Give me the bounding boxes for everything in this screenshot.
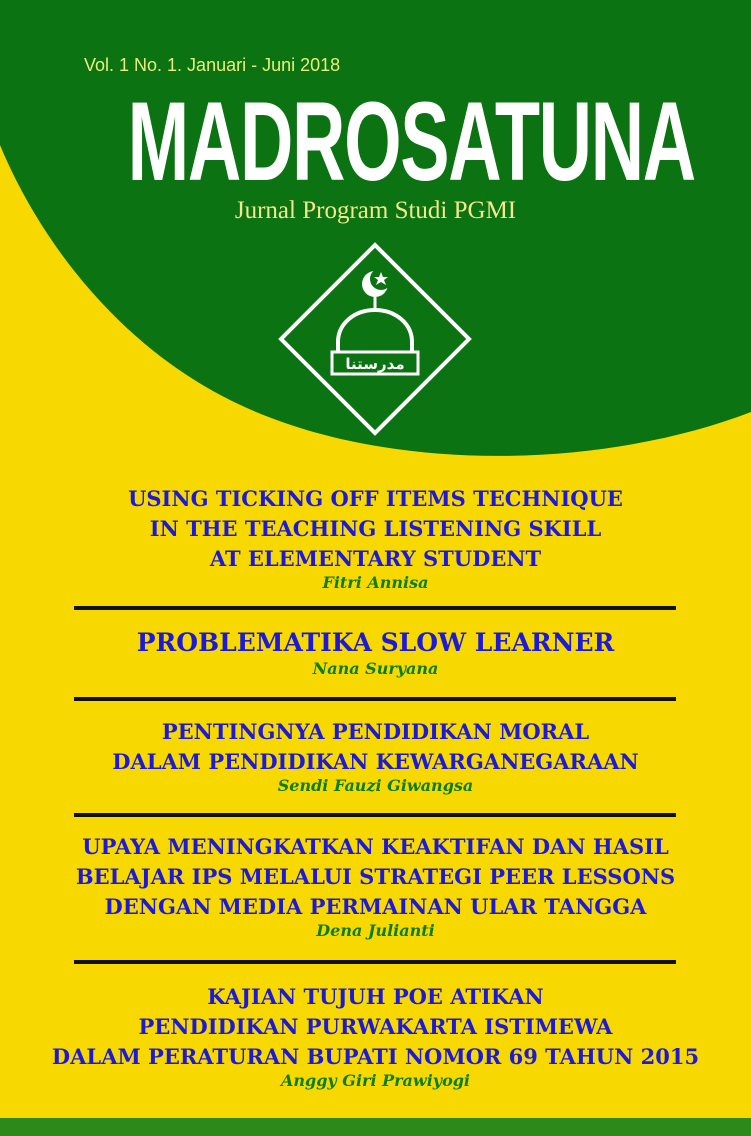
article-author: Fitri Annisa	[322, 573, 429, 592]
article-title-line: DALAM PERATURAN BUPATI NOMOR 69 TAHUN 2015	[51, 1044, 700, 1069]
article-1	[40, 484, 711, 592]
article-5	[40, 982, 711, 1090]
dome-icon	[338, 310, 412, 352]
article-title-line: AT ELEMENTARY STUDENT	[209, 546, 542, 571]
article-4	[40, 832, 711, 940]
divider	[74, 960, 676, 964]
journal-subtitle: Jurnal Program Studi PGMI	[234, 197, 517, 224]
article-title-line: DALAM PENDIDIKAN KEWARGANEGARAAN	[112, 749, 639, 774]
article-2	[40, 626, 711, 678]
madrasah-logo	[278, 242, 472, 436]
article-title-line: USING TICKING OFF ITEMS TECHNIQUE	[128, 486, 623, 511]
article-author: Dena Julianti	[316, 921, 435, 940]
article-title-line: UPAYA MENINGKATKAN KEAKTIFAN DAN HASIL	[82, 834, 669, 859]
divider	[74, 697, 676, 701]
article-title-line: PROBLEMATIKA SLOW LEARNER	[136, 628, 615, 657]
article-title-line: KAJIAN TUJUH POE ATIKAN	[207, 984, 544, 1009]
article-title-line: PENTINGNYA PENDIDIKAN MORAL	[161, 719, 590, 744]
divider	[74, 606, 676, 610]
article-author: Sendi Fauzi Giwangsa	[277, 776, 474, 795]
volume-info: Vol. 1 No. 1. Januari - Juni 2018	[84, 55, 341, 75]
divider	[74, 813, 676, 817]
article-title-line: PENDIDIKAN PURWAKARTA ISTIMEWA	[138, 1014, 613, 1039]
crescent-star-icon	[362, 268, 392, 297]
article-title-line: DENGAN MEDIA PERMAINAN ULAR TANGGA	[104, 894, 647, 919]
article-title-line: IN THE TEACHING LISTENING SKILL	[149, 516, 602, 541]
bottom-bar	[0, 1118, 751, 1136]
logo-arabic-text: مدرستنا	[345, 355, 405, 373]
journal-title: MADROSATUNA	[127, 79, 695, 204]
article-3	[40, 717, 711, 795]
article-author: Nana Suryana	[312, 659, 439, 678]
article-title-line: BELAJAR IPS MELALUI STRATEGI PEER LESSONS	[75, 864, 676, 889]
article-author: Anggy Giri Prawiyogi	[280, 1071, 471, 1090]
